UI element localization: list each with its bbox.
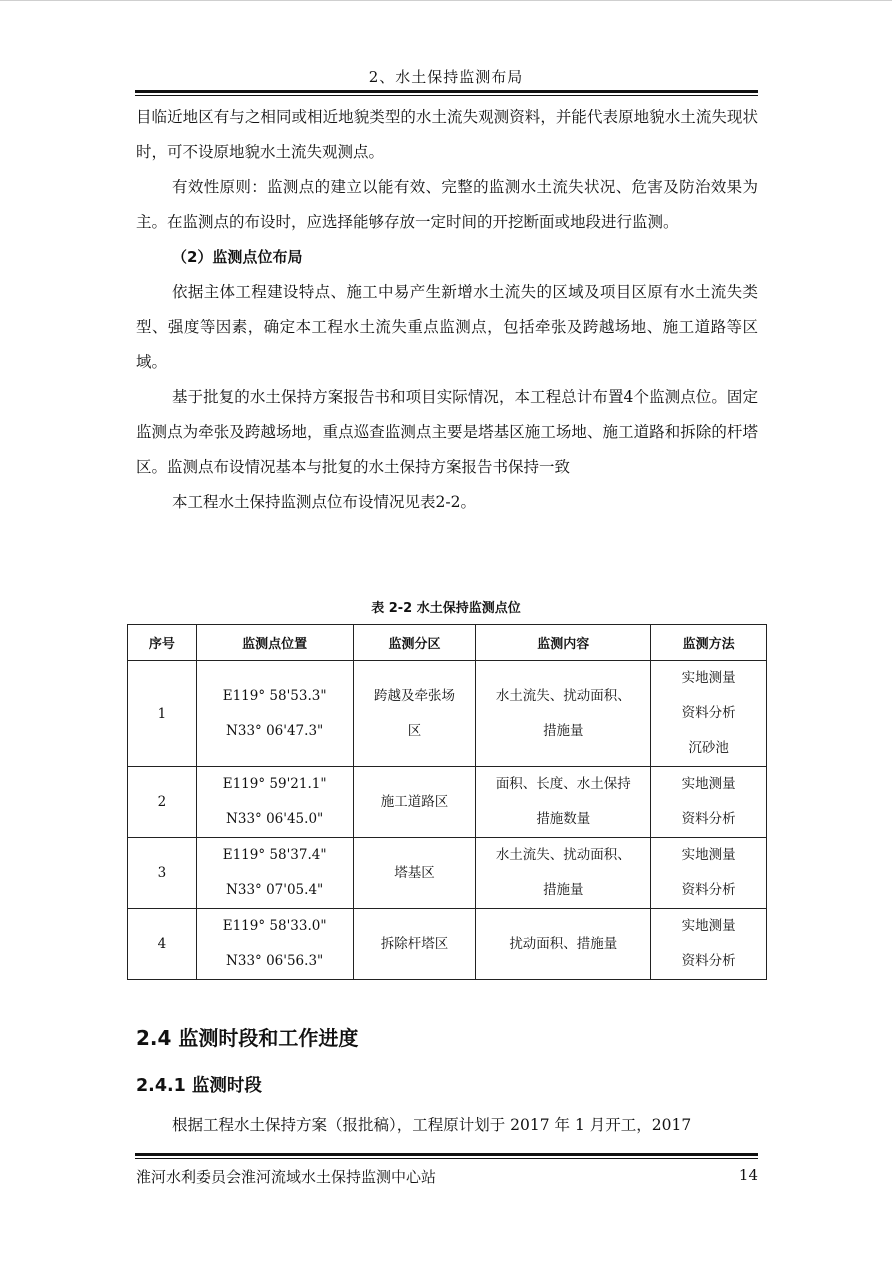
table-row: [128, 909, 767, 980]
cell-method: [651, 838, 767, 909]
cell-method: [651, 909, 767, 980]
method-line: 沉砂池: [688, 740, 729, 756]
method-line: 资料分析: [681, 882, 736, 898]
footer-rule-thin: [135, 1158, 758, 1159]
top-paragraphs: [136, 100, 758, 520]
table-row: [128, 661, 767, 767]
content-line: 措施数量: [536, 811, 591, 827]
method-line: 实地测量: [681, 847, 736, 863]
method-line: 资料分析: [681, 811, 736, 827]
section-number: 2.4: [136, 1026, 172, 1050]
page-edge: [0, 0, 892, 1]
zone-line: 拆除杆塔区: [380, 935, 449, 952]
location-lat: N33° 06'45.0": [226, 811, 324, 827]
paragraph-basis: 依据主体工程建设特点、施工中易产生新增水土流失的区域及项目区原有水土流失类型、强度等因素，确定本工程水土流失重点监测点，包括牵张及跨越场地、施工道路等区域。: [136, 283, 758, 371]
table-header-row: [128, 625, 767, 661]
col-header-no: 序号: [128, 625, 197, 661]
monitoring-points-table: [127, 624, 767, 980]
paragraph-points: 基于批复的水土保持方案报告书和项目实际情况，本工程总计布置4个监测点位。固定监测点为牵张及跨越场地，重点巡查监测点主要是塔基区施工场地、施工道路和拆除的杆塔区。监测点布设情况基本与批复的水土保持方案报告书保持一致: [136, 388, 758, 476]
col-header-method: 监测方法: [651, 625, 767, 661]
table-row: [128, 838, 767, 909]
cell-zone: [353, 838, 476, 909]
cell-zone: [353, 767, 476, 838]
col-header-content: 监测内容: [476, 625, 651, 661]
location-lon: E119° 58'53.3": [222, 687, 327, 704]
cell-content: [476, 909, 651, 980]
header-rule-thick: [135, 90, 758, 93]
table-row: [128, 767, 767, 838]
cell-content: [476, 661, 651, 767]
method-line: 资料分析: [681, 705, 736, 721]
zone-line: 塔基区: [394, 864, 435, 881]
subheading-layout: （2）监测点位布局: [172, 248, 303, 266]
zone-line: 跨越及牵张场: [373, 687, 455, 704]
paragraph-effectiveness: 有效性原则：监测点的建立以能有效、完整的监测水土流失状况、危害及防治效果为主。在监测点的布设时，应选择能够存放一定时间的开挖断面或地段进行监测。: [136, 178, 758, 231]
footer-rule-thick: [135, 1153, 758, 1156]
zone-line: 施工道路区: [380, 793, 449, 810]
method-line: 实地测量: [681, 918, 736, 934]
content-line: 措施量: [543, 882, 584, 898]
cell-method: [651, 767, 767, 838]
bottom-paragraph-block: [136, 1108, 758, 1143]
subsection-title: 监测时段: [191, 1076, 262, 1096]
subsection-number: 2.4.1: [136, 1076, 186, 1096]
cell-location: [196, 909, 353, 980]
content-line: 面积、长度、水土保持: [495, 776, 631, 792]
page-number: 14: [738, 1166, 758, 1184]
cell-method: [651, 661, 767, 767]
cell-zone: [353, 661, 476, 767]
cell-no: 1: [128, 661, 197, 767]
cell-no: 2: [128, 767, 197, 838]
location-lon: E119° 58'37.4": [222, 847, 327, 863]
content-line: 水土流失、扰动面积、: [495, 847, 631, 863]
content-line: 扰动面积、措施量: [509, 935, 618, 952]
cell-content: [476, 838, 651, 909]
col-header-location: 监测点位置: [196, 625, 353, 661]
footer-organization: 淮河水利委员会淮河流域水土保持监测中心站: [136, 1168, 437, 1186]
location-lon: E119° 58'33.0": [222, 918, 327, 934]
cell-no: 4: [128, 909, 197, 980]
section-title: 监测时段和工作进度: [178, 1026, 359, 1050]
cell-location: [196, 838, 353, 909]
subsection-heading: [136, 1072, 262, 1097]
cell-no: 3: [128, 838, 197, 909]
cell-location: [196, 767, 353, 838]
location-lat: N33° 06'47.3": [226, 722, 324, 739]
content-line: 措施量: [543, 722, 584, 739]
method-line: 实地测量: [681, 776, 736, 792]
content-line: 水土流失、扰动面积、: [495, 687, 631, 704]
location-lon: E119° 59'21.1": [222, 776, 327, 792]
table-caption: 表 2-2 水土保持监测点位: [371, 601, 521, 616]
running-header: 2、水土保持监测布局: [368, 68, 524, 86]
location-lat: N33° 06'56.3": [226, 953, 324, 969]
paragraph-schedule: 根据工程水土保持方案（报批稿），工程原计划于 2017 年 1 月开工，2017: [172, 1116, 692, 1134]
method-line: 资料分析: [681, 953, 736, 969]
header-rule-thin: [135, 95, 758, 96]
location-lat: N33° 07'05.4": [226, 882, 324, 898]
section-heading: [136, 1022, 358, 1051]
cell-content: [476, 767, 651, 838]
cell-location: [196, 661, 353, 767]
cell-zone: [353, 909, 476, 980]
zone-line: 区: [407, 722, 422, 739]
col-header-zone: 监测分区: [353, 625, 476, 661]
method-line: 实地测量: [681, 670, 736, 686]
paragraph-continuation: 目临近地区有与之相同或相近地貌类型的水土流失观测资料，并能代表原地貌水土流失现状时，可不设原地貌水土流失观测点。: [136, 108, 758, 161]
paragraph-table-ref: 本工程水土保持监测点位布设情况见表2-2。: [172, 493, 476, 511]
